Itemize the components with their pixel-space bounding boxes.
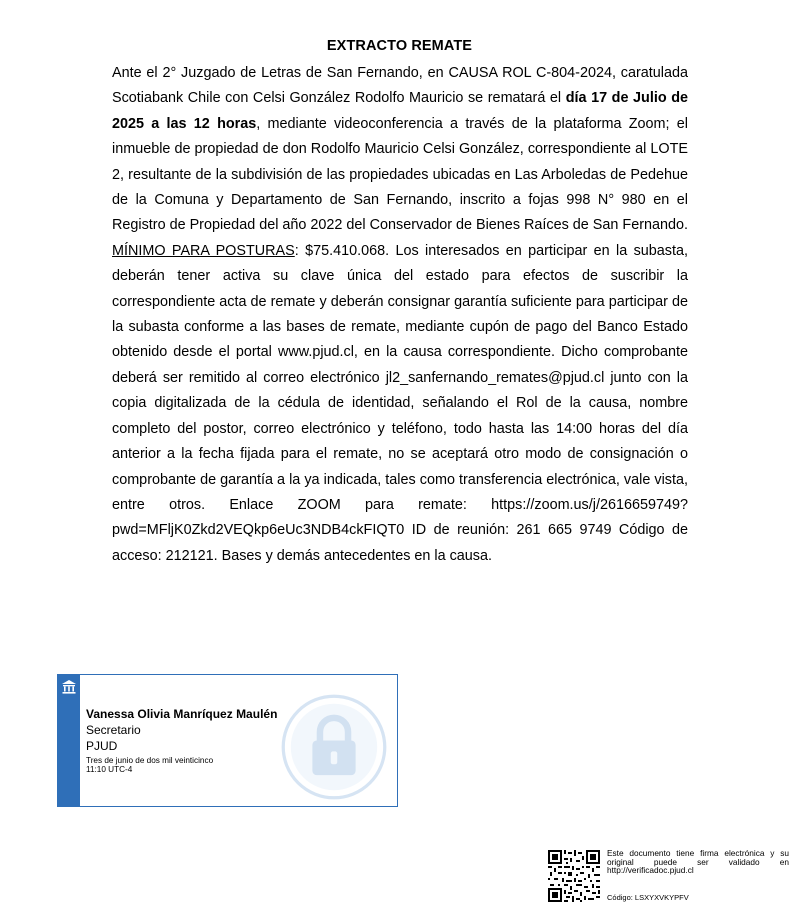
signature-time: 11:10 UTC-4 [86, 765, 133, 774]
paragraph-part-3: : $75.410.068. Los interesados en participar en la subasta, deberán tener activa su clave única del estado para efectos de suscribir la correspondiente acta de remate y deberán consignar garantía suficiente para participar de la subasta conforme a las bases de remate, mediante cupón de pago del Banco Estado obtenido desde el portal www.pjud.cl, en la causa correspondiente. Dicho comprobante deberá ser remitido al correo electrónico jl2_sanfernando_remates@pjud.cl junto con la copia digitalizada de la cédula de identidad, señalando el Rol de la causa, nombre completo del postor, correo electrónico y teléfono, todo hasta las 14:00 horas del día anterior a la fecha fijada para el remate, no se aceptará otro modo de consignación o comprobante de garantía a la ya indicada, tales como transferencia electrónica, vale vista, entre otros. Enlace ZOOM para remate: https://zoom.us/j/2616659749?pwd=MFljK0Zkd2VEQkp6eUc3NDB4ckFIQT0 ID de reunión: 261 665 9749 Código de acceso: 212121. Bases y demás antecedentes en la causa. [112, 242, 688, 564]
paragraph-part-2: , mediante videoconferencia a través de la plataforma Zoom; el inmueble de propiedad de don Rodolfo Mauricio Celsi González, correspondiente al LOTE 2, resultante de la subdivisión de las propiedades ubicadas en Las Arboledas de Pedehue de la Comuna y Departamento de San Fernando, inscrito a fojas 998 N° 980 en el Registro de Propiedad del año 2022 del Conservador de Bienes Raíces de San Fernando. [112, 115, 689, 234]
paragraph-part-1: Ante el 2° Juzgado de Letras de San Fernando, en CAUSA ROL C-804-2024, caratulada Scotiabank Chile con Celsi González Rodolfo Mauricio se rematará el [112, 65, 688, 107]
minimum-bid-label: MÍNIMO PARA POSTURAS [112, 242, 295, 259]
institution-icon [61, 679, 77, 695]
verification-code: Código: LSXYXVKYPFV [607, 893, 689, 902]
body-paragraph [112, 61, 688, 569]
qr-code-icon [547, 849, 601, 903]
auction-date: día 17 de Julio de 2025 a las 12 horas [112, 90, 688, 132]
document-title: EXTRACTO REMATE [326, 38, 473, 54]
signer-name: Vanessa Olivia Manríquez Maulén [86, 707, 278, 721]
lock-watermark-icon [280, 693, 388, 801]
signature-date: Tres de junio de dos mil veinticinco [86, 756, 214, 765]
signature-accent-bar [58, 675, 80, 806]
signer-role: Secretario [86, 723, 141, 737]
verification-note: Este documento tiene firma electrónica y su original puede ser validado en http://verificadoc.pjud.cl [607, 848, 789, 876]
signer-organization: PJUD [86, 739, 118, 753]
signature-block [57, 674, 398, 807]
